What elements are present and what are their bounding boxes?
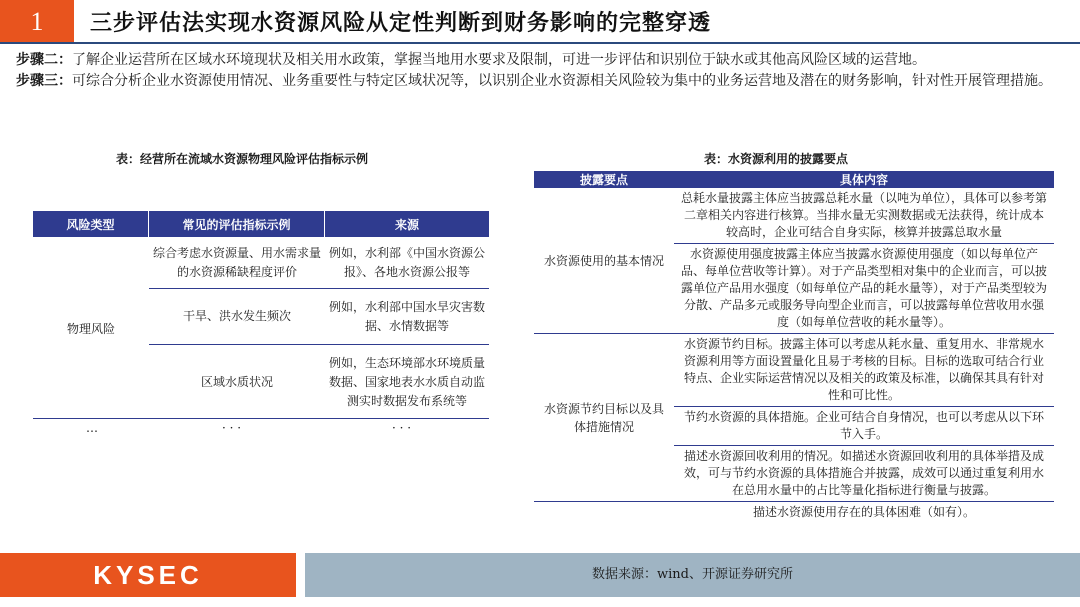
indicator-cell: 干旱、洪水发生频次: [182, 309, 291, 323]
group-items: [674, 188, 1054, 333]
indicator-cell: 综合考虑水资源量、用水需求量的水资源稀缺程度评价: [153, 245, 322, 279]
header-indicator: 常见的评估指标示例: [149, 211, 325, 237]
table-header-row: [534, 171, 1054, 188]
trailing-row: [534, 502, 1054, 523]
step-three-label: 步骤三：: [16, 73, 72, 89]
steps-text: [16, 50, 1066, 92]
kysec-logo: KYSEC: [0, 553, 296, 597]
content-item: 水资源节约目标。披露主体可以考虑从耗水量、重复用水、非常规水资源利用等方面设置量化且易于考核的目标。目标的选取可结合行业特点、企业实际运营情况以及相关的政策及标准，以确保其具有针对性和可比性。: [674, 334, 1054, 407]
source-cell: 例如，水利部《中国水资源公报》、各地水资源公报等: [329, 245, 486, 279]
page-title: 三步评估法实现水资源风险从定性判断到财务影响的完整穿透: [90, 10, 712, 36]
section-number: 1: [0, 0, 74, 44]
indicator-cell: 区域水质状况: [200, 374, 273, 389]
table-row: [149, 345, 489, 419]
step-three: [16, 71, 1066, 92]
table-header-row: [33, 211, 489, 237]
source-cell: 例如，生态环境部水环境质量数据、国家地表水水质自动监测实时数据发布系统等: [329, 355, 486, 408]
content-item: 总耗水量披露主体应当披露总耗水量（以吨为单位），具体可以参考第二章相关内容进行核算。当排水量无实测数据或无法获得，统计成本较高时，企业可结合自身实际，核算并披露总取水量: [674, 188, 1054, 244]
ellipsis-col1: …: [86, 421, 98, 435]
group-name: 水资源节约目标以及具体措施情况: [543, 401, 664, 434]
header-source: 来源: [394, 217, 419, 232]
table-row: [149, 237, 489, 289]
risk-indicator-table: [33, 211, 489, 419]
source-cell: 例如，水利部中国水旱灾害数据、水情数据等: [329, 299, 486, 333]
ellipsis-col3: · · ·: [392, 421, 412, 435]
content-item: 水资源使用强度披露主体应当披露水资源使用强度（如以每单位产品、每单位营收等计算）。对于产品类型相对集中的企业而言，可以披露单位产品用水强度（如每单位产品的耗水量等），对于产品类型较为分散、产品多元或服务导向型企业而言，可以披露每单位营收用水强度（如每单位营收的耗水量等）。: [680, 247, 1047, 329]
footer: [0, 553, 1080, 607]
content-item: 节约水资源的具体措施。企业可结合自身情况，也可以考虑从以下环节入手。: [674, 407, 1054, 446]
header-divider: [0, 42, 1080, 44]
group-name: 水资源使用的基本情况: [543, 253, 664, 268]
group-basic-usage: [534, 188, 1054, 334]
header: [0, 0, 1080, 44]
content-item: 描述水资源使用存在的具体困难（如有）。: [752, 505, 975, 519]
data-source: 数据来源：wind、开源证券研究所: [305, 553, 1080, 597]
ellipsis-col2: · · ·: [222, 421, 242, 435]
header-disclosure-point: 披露要点: [579, 173, 628, 187]
content-item: 描述水资源回收利用的情况。如描述水资源回收利用的具体举措及成效，可与节约水资源的具体措施合并披露，成效可以通过重复利用水在总用水量中的占比等量化指标进行衡量与披露。: [683, 449, 1044, 497]
group-items: [674, 334, 1054, 501]
step-two: [16, 50, 1066, 71]
risk-type-cell: 物理风险: [66, 321, 115, 336]
table-body: [33, 237, 489, 419]
group-saving-targets: [534, 334, 1054, 502]
step-two-text: 了解企业运营所在区域水环境现状及相关用水政策，掌握当地用水要求及限制，可进一步评估和识别位于缺水或其他高风险区域的运营地。: [72, 52, 926, 68]
left-table-caption: 表：经营所在流域水资源物理风险评估指标示例: [116, 152, 369, 166]
step-two-label: 步骤二：: [16, 52, 72, 68]
disclosure-table: [534, 171, 1054, 523]
table-row: [149, 289, 489, 345]
step-three-text: 可综合分析企业水资源使用情况、业务重要性与特定区域状况等，以识别企业水资源相关风险较为集中的业务运营地及潜在的财务影响，针对性开展管理措施。: [72, 73, 1052, 89]
header-risk-type: 风险类型: [33, 211, 149, 237]
header-content: 具体内容: [839, 173, 888, 187]
right-table-caption: 表：水资源利用的披露要点: [704, 152, 849, 166]
